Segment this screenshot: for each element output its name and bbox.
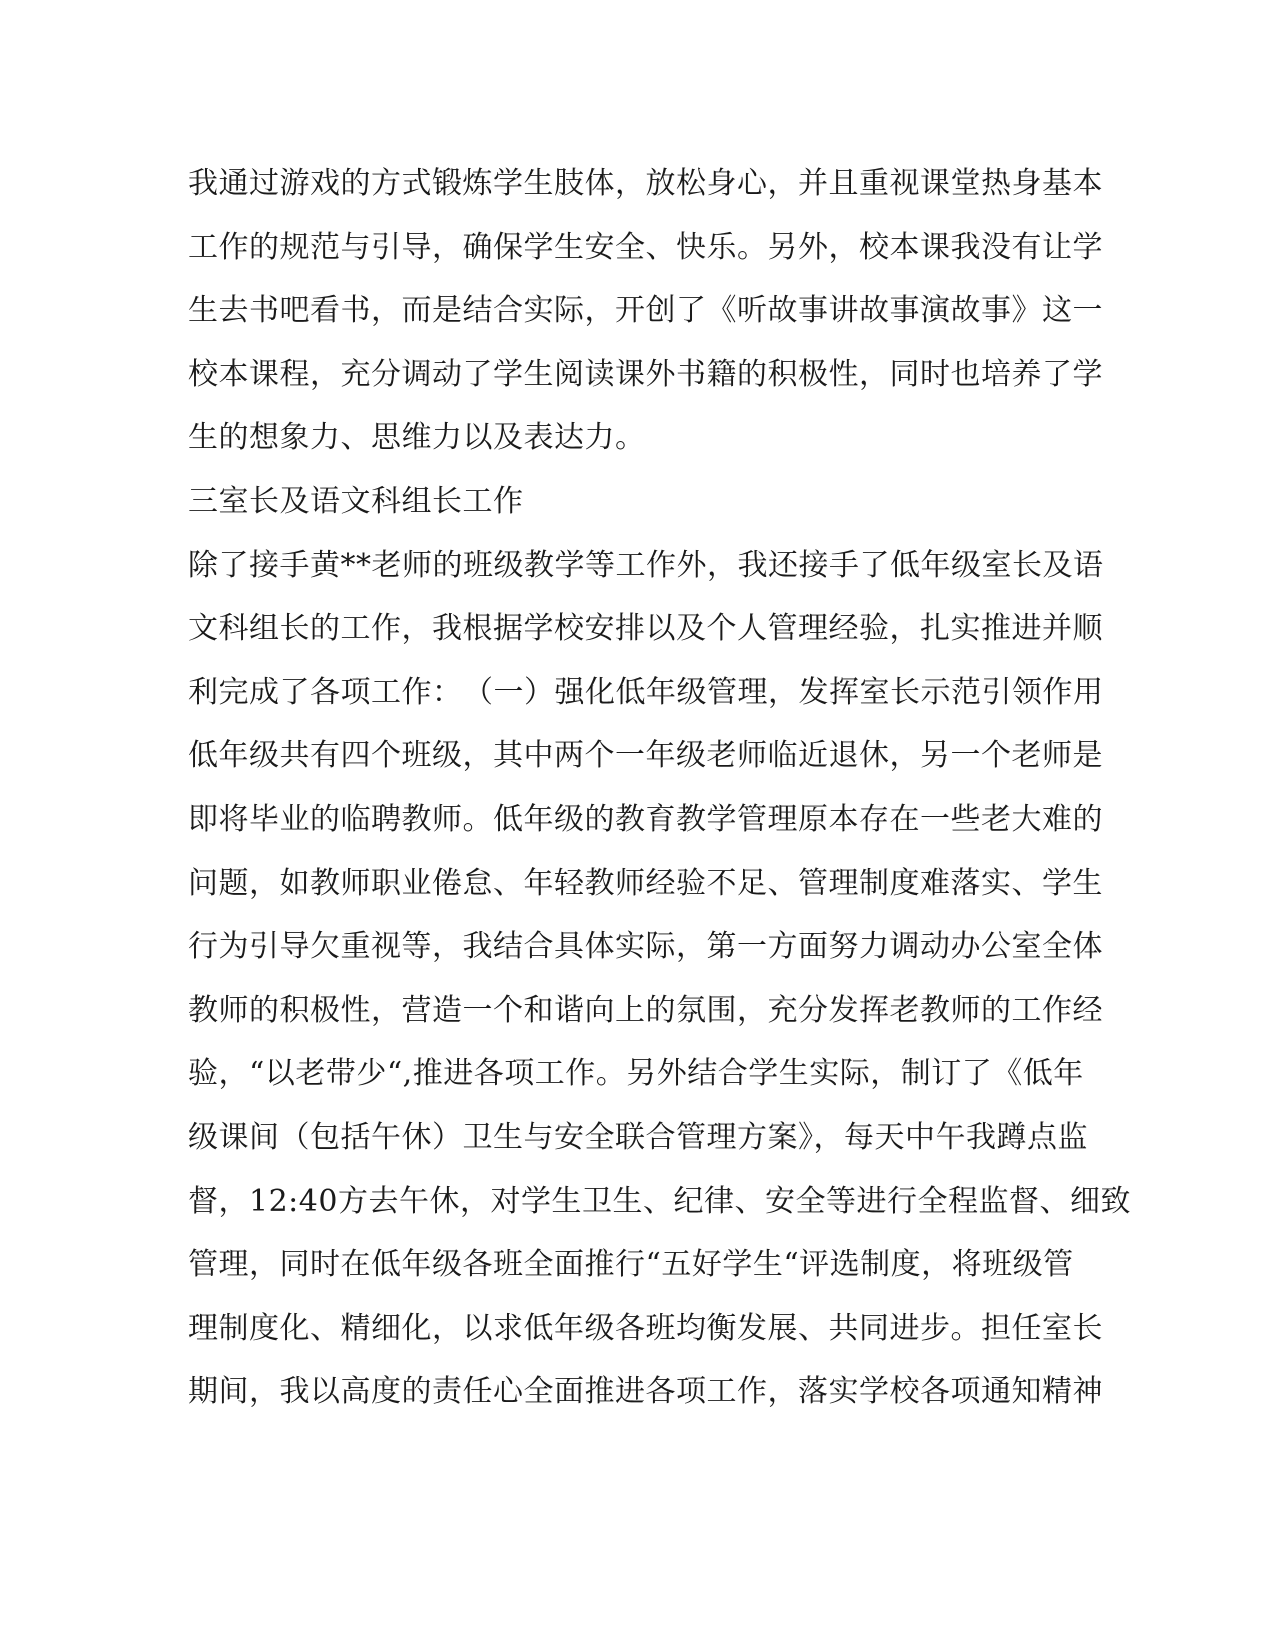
text-line: 校本课程，充分调动了学生阅读课外书籍的积极性，同时也培养了学 (188, 356, 1103, 392)
text-line: 除了接手黄**老师的班级教学等工作外，我还接手了低年级室长及语 (188, 547, 1104, 583)
text-line: 行为引导欠重视等，我结合具体实际，第一方面努力调动办公室全体 (188, 929, 1103, 965)
text-line: 低年级共有四个班级，其中两个一年级老师临近退休，另一个老师是 (188, 738, 1103, 774)
text-line: 我通过游戏的方式锻炼学生肢体，放松身心，并且重视课堂热身基本 (188, 166, 1103, 201)
text-line: 管理，同时在低年级各班全面推行“五好学生“评选制度，将班级管 (188, 1247, 1074, 1283)
text-line: 期间，我以高度的责任心全面推进各项工作，落实学校各项通知精神 (188, 1374, 1103, 1410)
text-line: 即将毕业的临聘教师。低年级的教育教学管理原本存在一些老大难的 (188, 801, 1103, 837)
text-line: 验，“以老带少“,推进各项工作。另外结合学生实际，制订了《低年 (188, 1056, 1084, 1092)
text-line: 理制度化、精细化，以求低年级各班均衡发展、共同进步。担任室长 (188, 1310, 1103, 1346)
text-line: 教师的积极性，营造一个和谐向上的氛围，充分发挥老教师的工作经 (188, 992, 1103, 1028)
section-heading: 三室长及语文科组长工作 (188, 483, 524, 519)
text-line: 生去书吧看书，而是结合实际，开创了《听故事讲故事演故事》这一 (188, 293, 1103, 329)
text-line: 利完成了各项工作： （一）强化低年级管理，发挥室长示范引领作用 (188, 674, 1104, 710)
text-line: 生的想象力、思维力以及表达力。 (188, 420, 646, 456)
text-line: 级课间（包括午休）卫生与安全联合管理方案》，每天中午我蹲点监 (188, 1119, 1088, 1155)
text-line: 问题，如教师职业倦怠、年轻教师经验不足、管理制度难落实、学生 (188, 865, 1103, 901)
text-line: 文科组长的工作，我根据学校安排以及个人管理经验，扎实推进并顺 (188, 611, 1103, 647)
body-text (188, 152, 1131, 1424)
text-line: 督，12:40方去午休，对学生卫生、纪律、安全等进行全程监督、细致 (188, 1183, 1131, 1219)
text-line: 工作的规范与引导，确保学生安全、快乐。另外，校本课我没有让学 (188, 229, 1103, 265)
